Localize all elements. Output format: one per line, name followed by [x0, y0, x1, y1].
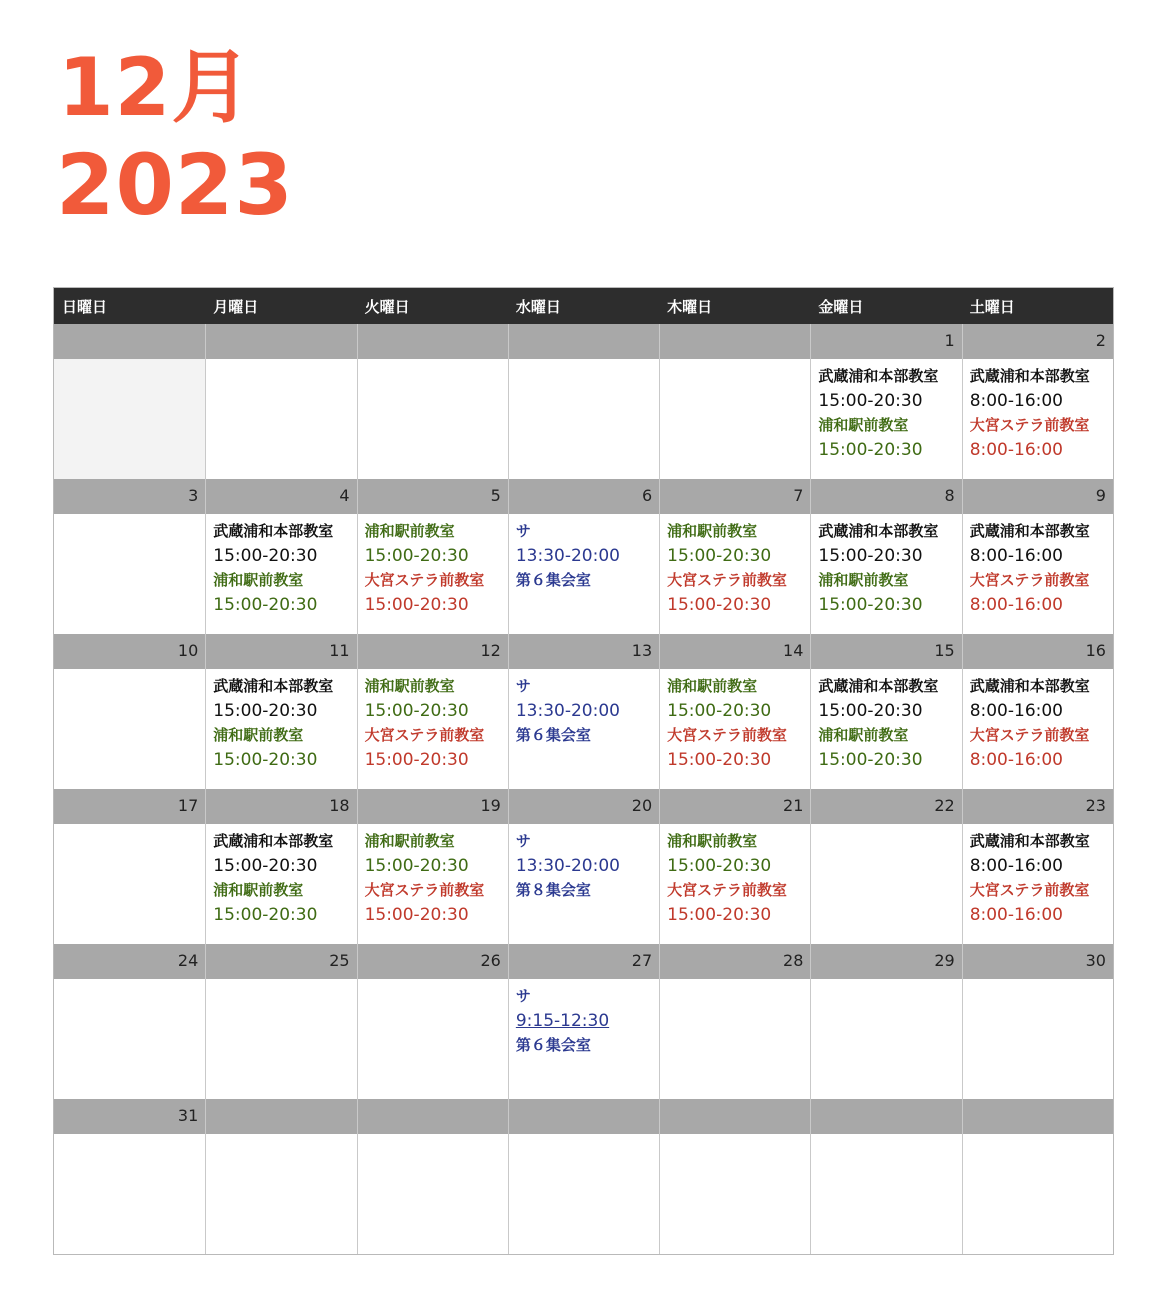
day-cell[interactable] [659, 824, 810, 944]
day-number[interactable]: 3 [188, 486, 199, 505]
weekday-tuesday: 火曜日 [364, 298, 410, 316]
calendar-weeks [54, 324, 1113, 1254]
day-number[interactable]: 2 [962, 324, 1113, 359]
event-location[interactable]: 浦和駅前教室 [818, 416, 909, 434]
event-location[interactable]: 浦和駅前教室 [818, 726, 909, 744]
day-number[interactable]: 11 [205, 634, 356, 669]
event-room: 第６集会室 [515, 571, 591, 589]
day-cell[interactable] [205, 824, 356, 944]
day-number[interactable]: 5 [357, 479, 508, 514]
event-time: 15:00-20:30 [213, 855, 318, 876]
day-number[interactable] [508, 1099, 659, 1134]
event-location[interactable]: 大宮ステラ前教室 [969, 881, 1090, 899]
event-time: 15:00-20:30 [364, 594, 469, 615]
day-number[interactable]: 16 [962, 634, 1113, 669]
day-cell[interactable] [357, 824, 508, 944]
event-time: 15:00-20:30 [213, 545, 318, 566]
events-row [54, 669, 1113, 789]
event-time: 15:00-20:30 [364, 855, 469, 876]
day-cell[interactable] [357, 979, 508, 1099]
event-location[interactable]: 浦和駅前教室 [818, 571, 909, 589]
day-cell[interactable] [54, 1134, 205, 1254]
event-time: 15:00-20:30 [667, 700, 772, 721]
calendar-week [54, 789, 1113, 944]
day-number[interactable] [659, 1099, 810, 1134]
day-cell[interactable] [810, 359, 961, 479]
year-title: 2023 [56, 136, 294, 234]
event-time: 8:00-16:00 [969, 594, 1063, 615]
event-time: 15:00-20:30 [213, 749, 318, 770]
day-number[interactable] [54, 324, 205, 359]
calendar-week [54, 324, 1113, 479]
event-location[interactable]: 武蔵浦和本部教室 [818, 367, 939, 385]
events-row [54, 359, 1113, 479]
event-time: 8:00-16:00 [969, 855, 1063, 876]
calendar-week [54, 1099, 1113, 1254]
event-location[interactable]: 大宮ステラ前教室 [667, 571, 787, 589]
event-location[interactable]: 武蔵浦和本部教室 [213, 677, 334, 695]
day-number[interactable]: 31 [177, 1106, 199, 1125]
event-location[interactable]: 武蔵浦和本部教室 [213, 832, 334, 850]
day-cell[interactable] [54, 514, 205, 634]
day-cell[interactable] [659, 979, 810, 1099]
event-location[interactable]: 大宮ステラ前教室 [969, 416, 1090, 434]
event-time: 15:00-20:30 [667, 545, 772, 566]
weekday-monday: 月曜日 [213, 298, 259, 316]
day-number[interactable]: 9 [962, 479, 1113, 514]
event-time: 15:00-20:30 [364, 904, 469, 925]
day-cell[interactable] [54, 979, 205, 1099]
day-number[interactable] [508, 324, 659, 359]
day-number[interactable]: 10 [177, 641, 199, 660]
event-time: 15:00-20:30 [818, 545, 923, 566]
event-time: 13:30-20:00 [515, 855, 620, 876]
day-cell[interactable] [205, 669, 356, 789]
weekday-header [54, 288, 1113, 324]
day-cell[interactable] [508, 514, 659, 634]
day-cell[interactable] [659, 1134, 810, 1254]
day-cell[interactable] [962, 824, 1113, 944]
event-location[interactable]: 浦和駅前教室 [213, 881, 304, 899]
event-time: 15:00-20:30 [364, 749, 469, 770]
day-cell[interactable] [659, 514, 810, 634]
date-row [54, 634, 1113, 669]
day-number[interactable]: 17 [177, 796, 199, 815]
day-cell[interactable] [810, 824, 961, 944]
event-time: 15:00-20:30 [818, 749, 923, 770]
events-row [54, 514, 1113, 634]
day-cell[interactable] [205, 1134, 356, 1254]
event-location[interactable]: 浦和駅前教室 [364, 677, 455, 695]
day-cell[interactable] [810, 979, 961, 1099]
day-cell[interactable] [357, 1134, 508, 1254]
day-cell[interactable] [659, 669, 810, 789]
event-location[interactable]: 大宮ステラ前教室 [364, 881, 485, 899]
day-number[interactable] [962, 1099, 1113, 1134]
day-number[interactable]: 4 [205, 479, 356, 514]
calendar-week [54, 944, 1113, 1099]
weekday-sunday: 日曜日 [62, 298, 108, 316]
event-time: 8:00-16:00 [969, 439, 1063, 460]
day-cell[interactable] [357, 669, 508, 789]
event-location[interactable]: 浦和駅前教室 [213, 726, 304, 744]
date-row [54, 944, 1113, 979]
day-number[interactable] [357, 324, 508, 359]
day-number[interactable]: 30 [962, 944, 1113, 979]
day-number[interactable]: 15 [810, 634, 961, 669]
day-number[interactable]: 24 [177, 951, 199, 970]
event-location[interactable]: 浦和駅前教室 [364, 832, 455, 850]
day-cell[interactable] [659, 359, 810, 479]
events-row [54, 824, 1113, 944]
day-cell[interactable] [205, 979, 356, 1099]
weekday-wednesday: 水曜日 [515, 298, 561, 316]
month-title: 12月 [58, 41, 253, 134]
day-number[interactable]: 12 [357, 634, 508, 669]
day-cell[interactable] [508, 824, 659, 944]
day-number[interactable]: 25 [205, 944, 356, 979]
day-number[interactable]: 21 [659, 789, 810, 824]
day-cell[interactable] [508, 359, 659, 479]
event-location[interactable]: 大宮ステラ前教室 [364, 726, 485, 744]
day-cell[interactable] [508, 669, 659, 789]
event-location[interactable]: 武蔵浦和本部教室 [213, 522, 334, 540]
event-location[interactable]: 大宮ステラ前教室 [969, 726, 1090, 744]
event-time: 15:00-20:30 [818, 700, 923, 721]
day-number[interactable]: 29 [810, 944, 961, 979]
day-cell[interactable] [357, 514, 508, 634]
event-time: 15:00-20:30 [818, 390, 923, 411]
day-number[interactable]: 8 [810, 479, 961, 514]
day-number[interactable]: 20 [508, 789, 659, 824]
day-cell[interactable] [810, 669, 961, 789]
event-time: 15:00-20:30 [364, 545, 469, 566]
day-cell[interactable] [54, 824, 205, 944]
day-cell[interactable] [508, 1134, 659, 1254]
event-time: 8:00-16:00 [969, 700, 1063, 721]
event-location[interactable]: 武蔵浦和本部教室 [969, 367, 1090, 385]
event-time[interactable]: 9:15-12:30 [515, 1010, 610, 1031]
day-number[interactable]: 28 [659, 944, 810, 979]
event-location[interactable]: 武蔵浦和本部教室 [818, 522, 939, 540]
event-time: 13:30-20:00 [515, 700, 620, 721]
date-row [54, 1099, 1113, 1134]
event-location[interactable]: 浦和駅前教室 [364, 522, 455, 540]
event-room: 第８集会室 [515, 881, 591, 899]
event-room: 第６集会室 [515, 726, 591, 744]
day-number[interactable]: 23 [962, 789, 1113, 824]
day-number[interactable] [659, 324, 810, 359]
weekday-thursday: 木曜日 [667, 298, 713, 316]
day-number[interactable] [357, 1099, 508, 1134]
day-number[interactable]: 7 [659, 479, 810, 514]
event-time: 8:00-16:00 [969, 390, 1063, 411]
events-row [54, 1134, 1113, 1254]
event-location[interactable]: 武蔵浦和本部教室 [969, 832, 1090, 850]
event-location[interactable]: 浦和駅前教室 [667, 677, 758, 695]
event-location[interactable]: サ [515, 677, 531, 695]
day-cell[interactable] [54, 359, 205, 479]
event-location[interactable]: 武蔵浦和本部教室 [969, 677, 1090, 695]
calendar-grid [53, 287, 1114, 1255]
date-row [54, 324, 1113, 359]
day-number[interactable]: 27 [508, 944, 659, 979]
day-number[interactable]: 18 [205, 789, 356, 824]
event-time: 15:00-20:30 [213, 904, 318, 925]
weekday-saturday: 土曜日 [969, 298, 1015, 316]
event-time: 8:00-16:00 [969, 545, 1063, 566]
date-row [54, 789, 1113, 824]
event-location[interactable]: 大宮ステラ前教室 [667, 881, 787, 899]
event-time: 8:00-16:00 [969, 904, 1063, 925]
events-row [54, 979, 1113, 1099]
event-room: 第６集会室 [515, 1036, 591, 1054]
event-location[interactable]: サ [515, 987, 531, 1005]
day-number[interactable]: 26 [357, 944, 508, 979]
day-number[interactable] [205, 324, 356, 359]
event-time: 15:00-20:30 [667, 594, 772, 615]
day-cell[interactable] [508, 979, 659, 1099]
event-time: 15:00-20:30 [667, 855, 772, 876]
day-cell[interactable] [962, 1134, 1113, 1254]
event-location[interactable]: 大宮ステラ前教室 [364, 571, 485, 589]
day-cell[interactable] [810, 514, 961, 634]
day-number[interactable]: 22 [810, 789, 961, 824]
day-number[interactable]: 6 [508, 479, 659, 514]
day-number[interactable] [810, 1099, 961, 1134]
date-row [54, 479, 1113, 514]
day-cell[interactable] [962, 514, 1113, 634]
event-time: 15:00-20:30 [667, 749, 772, 770]
event-location[interactable]: 浦和駅前教室 [667, 522, 758, 540]
day-cell[interactable] [962, 979, 1113, 1099]
weekday-friday: 金曜日 [818, 298, 864, 316]
event-location[interactable]: サ [515, 522, 531, 540]
event-location[interactable]: 浦和駅前教室 [213, 571, 304, 589]
event-location[interactable]: 大宮ステラ前教室 [667, 726, 787, 744]
event-time: 8:00-16:00 [969, 749, 1063, 770]
event-time: 15:00-20:30 [364, 700, 469, 721]
day-number[interactable]: 1 [810, 324, 961, 359]
event-time: 13:30-20:00 [515, 545, 620, 566]
event-time: 15:00-20:30 [213, 594, 318, 615]
event-time: 15:00-20:30 [818, 439, 923, 460]
event-location[interactable]: 浦和駅前教室 [667, 832, 758, 850]
day-number[interactable] [205, 1099, 356, 1134]
day-cell[interactable] [205, 514, 356, 634]
event-time: 15:00-20:30 [667, 904, 772, 925]
calendar-week [54, 479, 1113, 634]
day-cell[interactable] [357, 359, 508, 479]
event-location[interactable]: 大宮ステラ前教室 [969, 571, 1090, 589]
day-cell[interactable] [962, 669, 1113, 789]
day-number[interactable]: 19 [357, 789, 508, 824]
event-time: 15:00-20:30 [818, 594, 923, 615]
day-cell[interactable] [810, 1134, 961, 1254]
event-location[interactable]: 武蔵浦和本部教室 [818, 677, 939, 695]
day-number[interactable]: 13 [508, 634, 659, 669]
day-number[interactable]: 14 [659, 634, 810, 669]
day-cell[interactable] [205, 359, 356, 479]
event-location[interactable]: 武蔵浦和本部教室 [969, 522, 1090, 540]
day-cell[interactable] [54, 669, 205, 789]
day-cell[interactable] [962, 359, 1113, 479]
calendar-week [54, 634, 1113, 789]
event-location[interactable]: サ [515, 832, 531, 850]
event-time: 15:00-20:30 [213, 700, 318, 721]
